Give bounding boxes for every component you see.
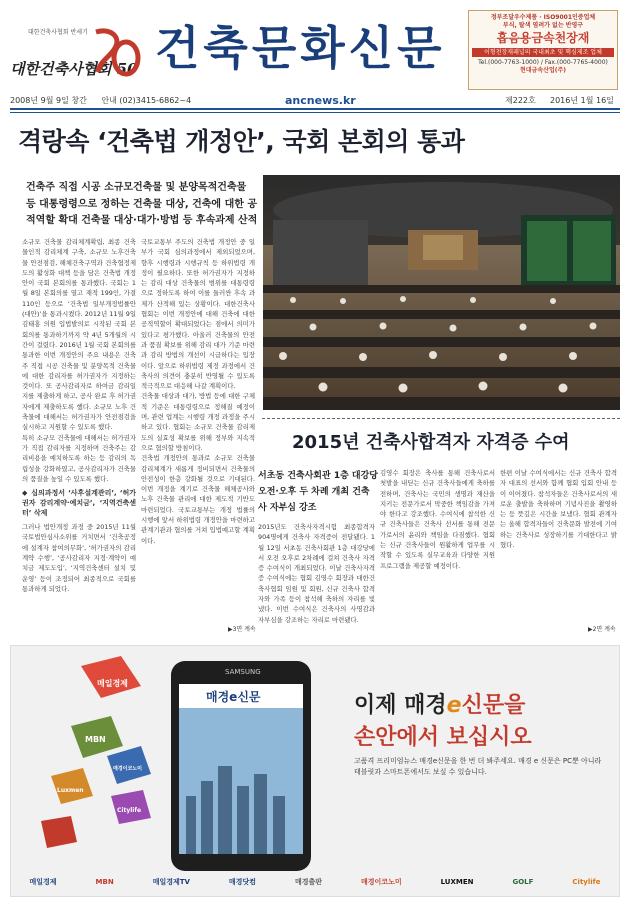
main-article-col1 bbox=[22, 237, 136, 637]
ad-big-title: 흡음용금속천장재 bbox=[496, 31, 590, 45]
main-headline: 격랑속 ‘건축법 개정안’, 국회 본회의 통과 bbox=[18, 127, 465, 156]
svg-text:이제 매경e신문을 bbox=[354, 692, 526, 718]
website-link[interactable]: ancnews.kr bbox=[285, 94, 356, 107]
main-col1-text-b: 특히 소규모 건축물에 대해서는 허가권자가 직접 감리자를 지정하며 건축주는 감리비용을 예치하도록 하는 등 감리의 독립성을 강화하였고, 공사감리자가 건축물의 품질을 높일 수 있도록 했다. bbox=[22, 433, 136, 483]
ad-headline-part1: 이제 매경 bbox=[354, 693, 447, 718]
logo-maekyung-dotcom: 매경닷컴 bbox=[228, 877, 256, 886]
ad-line3: 이형천장재패널의 국내최초 및 핵심제조 업체 bbox=[472, 48, 614, 57]
main-col1-text: 소규모 건축물 감리체계확립, 최종 건축물인적 감리체계 구축, 소규모 노후건축물 안전점검, 해체건축구역과 건축협정제도의 활성화 대책 등을 담은 건축법 개정안이 국회 본회의를 통과했다. 국회는 1월 8일 본회의를 열고 재적 199인, 가결 110인 등으로 ‘건축법 일부개정법률안(대안)’을 통과시켰다. 2012년 11월 9일 김태홍 의원 입법발의로 시작된 국회 본회의를 통과하기까지 약 4년 5개월의 시간이 걸렸다. 2016년 1월 국회 본회의를 통과한 이번 개정안의 주요 내용은 건축주 직접 시공 건축물 및 분양목적 건축물에 대한 감리자를 허가권자가 지정하는 것이다. 또 공사감리자로 하여금 감리일지를 제출하게 하고, 공사 완료 후 허가권자에게 제출하도록 했다. 소규모 노후 건축물에 대해서는 허가권자가 안전점검을 실시하고 지원할 수 있도록 했다. bbox=[22, 238, 136, 432]
ad-contact: Tel.(000-7763-1000) / Fax.(000-7765-4000) bbox=[478, 59, 608, 66]
continued-sub[interactable]: ▶2면 계속 bbox=[588, 626, 616, 633]
ad-body: 고품격 프리미엄뉴스 매경e신문을 한 번 더 봐주세요. 매경 e 신문은 PC뿐 아니라 태블릿과 스마트폰에서도 보실 수 있습니다. bbox=[354, 757, 602, 776]
tablet-app-title: 매경e신문 bbox=[206, 690, 261, 704]
main-deck: 건축주 직접 시공 소규모건축물 및 분양목적건축물 등 대통령령으로 정하는 건축물 대상, 건축에 대한 공적역할 확대 건축물 대상·대가·방법 등 후속과제 산적 bbox=[26, 182, 258, 226]
logo-text: 대한건축사협회 50 bbox=[10, 60, 138, 78]
cube-label-2: MBN bbox=[85, 735, 106, 744]
bottom-advertisement[interactable] bbox=[10, 645, 620, 897]
sub-article-col1 bbox=[258, 522, 375, 627]
founding-date: 2008년 9월 9일 창간 bbox=[10, 96, 87, 105]
masthead-rule-thin bbox=[10, 112, 620, 113]
logo-maeiltv: 매일경제TV bbox=[152, 877, 190, 886]
logo-golf: GOLF bbox=[512, 877, 534, 886]
national-assembly-photo bbox=[263, 175, 620, 410]
ad-line2: 부식, 탈색 염려가 없는 반영구 bbox=[502, 22, 584, 29]
logo-economy: 매경이코노미 bbox=[361, 877, 402, 886]
logo-maeil: 매일경제 bbox=[29, 877, 57, 886]
sub-deck: 서초동 건축사회관 1층 대강당 오전·오후 두 차례 개최 건축사 자부심 강조 bbox=[258, 471, 378, 513]
ad-logo-strip bbox=[10, 868, 620, 895]
logo-mbn: MBN bbox=[95, 877, 114, 886]
ad-line1: 정부조달우수제품 · ISO9001인증업체 bbox=[490, 14, 596, 21]
logo-luxmen: LUXMEN bbox=[440, 877, 474, 886]
main-article-col2 bbox=[141, 237, 255, 637]
main-col3-text: 건축법 개정안의 통과로 소규모 건축물 감리체계가 새롭게 정비되면서 건축물의 안전성이 한층 강화될 것으로 기대된다. 이번 개정을 계기로 건축물 해체공사와 노후 건축물 관리에 대한 제도적 기반도 마련되었다. 국토교통부는 개정 법률의 시행에 앞서 하위법령 개정안을 마련하고 관계기관과 협의를 거쳐 입법예고할 계획이다. bbox=[141, 454, 255, 545]
section-divider bbox=[262, 418, 620, 419]
association-50th-logo bbox=[8, 22, 148, 82]
main-col1-text-c: 그러나 법안개정 과정 중 2015년 11월 국토법안심사소위를 거치면서 ‘건축공정에 설계자 참여의무화’, ‘허가권자의 감리계약 수행’, ‘공사감리자 지정·계약이 예치금 제도도입’, ‘지역건축센터 설치 및 운영’ 등이 조정되어 최종적으로 국회를 통과하게 되었다. bbox=[22, 523, 136, 593]
top-advertisement[interactable] bbox=[468, 10, 618, 90]
logo-citylife: Citylife bbox=[572, 877, 601, 886]
masthead-rule bbox=[10, 108, 620, 110]
sub-article-col2 bbox=[380, 468, 495, 628]
ad-company: 현대금속산업(주) bbox=[519, 67, 567, 74]
ad-headline-line2: 손안에서 보십시오 bbox=[354, 725, 532, 750]
sub-col2-text: 김영수 회장은 축사를 통해 건축사로서 첫발을 내딛는 신규 건축사들에게 축하를 전하며, 건축사는 국민의 생명과 재산을 지키는 전문가로서 막중한 책임감을 가져야 한다고 강조했다. 수여식에 참석한 신규 건축사들은 건축사 선서를 통해 전문가로서의 윤리와 책임을 다짐했다. 협회는 신규 건축사들이 원활하게 업무를 시작할 수 있도록 실무교육과 다양한 지원 프로그램을 제공할 예정이다. bbox=[380, 469, 495, 570]
ad-headline-e: e bbox=[446, 693, 462, 718]
sub-headline: 2015년 건축사합격자 자격증 수여 bbox=[292, 432, 570, 453]
main-col2-text: 국토교통부 주도의 건축법 개정안 중 일부가 국회 심의과정에서 제외되었으며, 향후 시행령과 시행규칙 등 하위법령 개정이 필요하다. 또한 허가권자가 지정하는 감리 대상 건축물의 범위를 대통령령으로 정하도록 하여 이를 둘러싼 후속 과제가 산적해 있는 상황이다. 대한건축사협회는 이번 개정안에 대해 건축에 대한 공적역할이 확대되었다는 점에서 의미가 있다고 평가했다. 아울러 건축물의 안전과 품질 확보를 위해 감리 대가 기준 마련과 감리 방법의 개선이 시급하다는 입장이다. 앞으로 하위법령 제정 과정에서 건축사의 의견이 충분히 반영될 수 있도록 적극적으로 대응해 나갈 계획이다. bbox=[141, 238, 255, 391]
continued-main[interactable]: ▶3면 계속 bbox=[228, 626, 256, 633]
logo-maekyung-pub: 매경출판 bbox=[294, 877, 323, 886]
cube-label-4: Luxmen bbox=[57, 787, 84, 794]
contact-info: 안내 (02)3415-6862~4 bbox=[101, 96, 192, 105]
sub-col1-text: 2015년도 건축사자격시험 최종합격자 904명에게 건축사 자격증이 전달됐다. 1월 12일 서초동 건축사회관 1층 대강당에서 오전 오후로 2차례에 걸쳐 건축사 자격증 수여식이 개최되었다. 이날 건축사자격증 수여식에는 협회 김영수 회장과 대한건축사협회 임원 및 회원, 신규 건축사 합격자와 가족 등이 참석해 축하의 자리를 빛냈다. 이번 수여식은 건축사의 사명감과 자부심을 강조하는 자리로 마련됐다. bbox=[258, 523, 375, 624]
cube-label-5: Citylife bbox=[117, 807, 142, 814]
newspaper-title: 건축문화신문 bbox=[155, 21, 446, 75]
logo-caption: 대한건축사협회 반세기 bbox=[28, 29, 88, 36]
cube-label-1: 매일경제 bbox=[97, 679, 128, 688]
ad-headline-part2: 신문을 bbox=[461, 693, 526, 718]
cube-label-3: 매경이코노미 bbox=[113, 766, 142, 772]
sub-article-col3 bbox=[500, 468, 617, 618]
bullet-subheading: ◆ 심의과정서 ‘사후설계관리’, ‘허가권자 감리계약·예치금’, ‘지역건축센터’ 삭제 bbox=[22, 489, 136, 518]
sub-col3-text: 한편 이날 수여식에서는 신규 건축사 합격자 대표의 선서와 함께 협회 입회 안내 등이 이어졌다. 참석자들은 건축사로서의 새로운 출발을 축하하며 기념사진을 촬영하는 등 뜻깊은 시간을 보냈다. 협회 관계자는 올해 합격자들이 건축문화 발전에 기여하는 건축사로 성장하기를 기대한다고 밝혔다. bbox=[500, 469, 617, 550]
issue-number: 제222호 bbox=[505, 96, 536, 105]
tablet-brand: SAMSUNG bbox=[225, 668, 261, 676]
publication-date: 2016년 1월 16일 bbox=[550, 96, 614, 105]
main-col2-text-b: 건축물 대상과 대가, 방법 등에 대한 구체적 기준은 대통령령으로 정해질 예정이며, 관련 업계는 시행령 개정 과정을 주시하고 있다. 협회는 소규모 건축물 감리제도의 실효성 확보를 위해 정부와 지속적으로 협의할 방침이다. bbox=[141, 392, 255, 452]
